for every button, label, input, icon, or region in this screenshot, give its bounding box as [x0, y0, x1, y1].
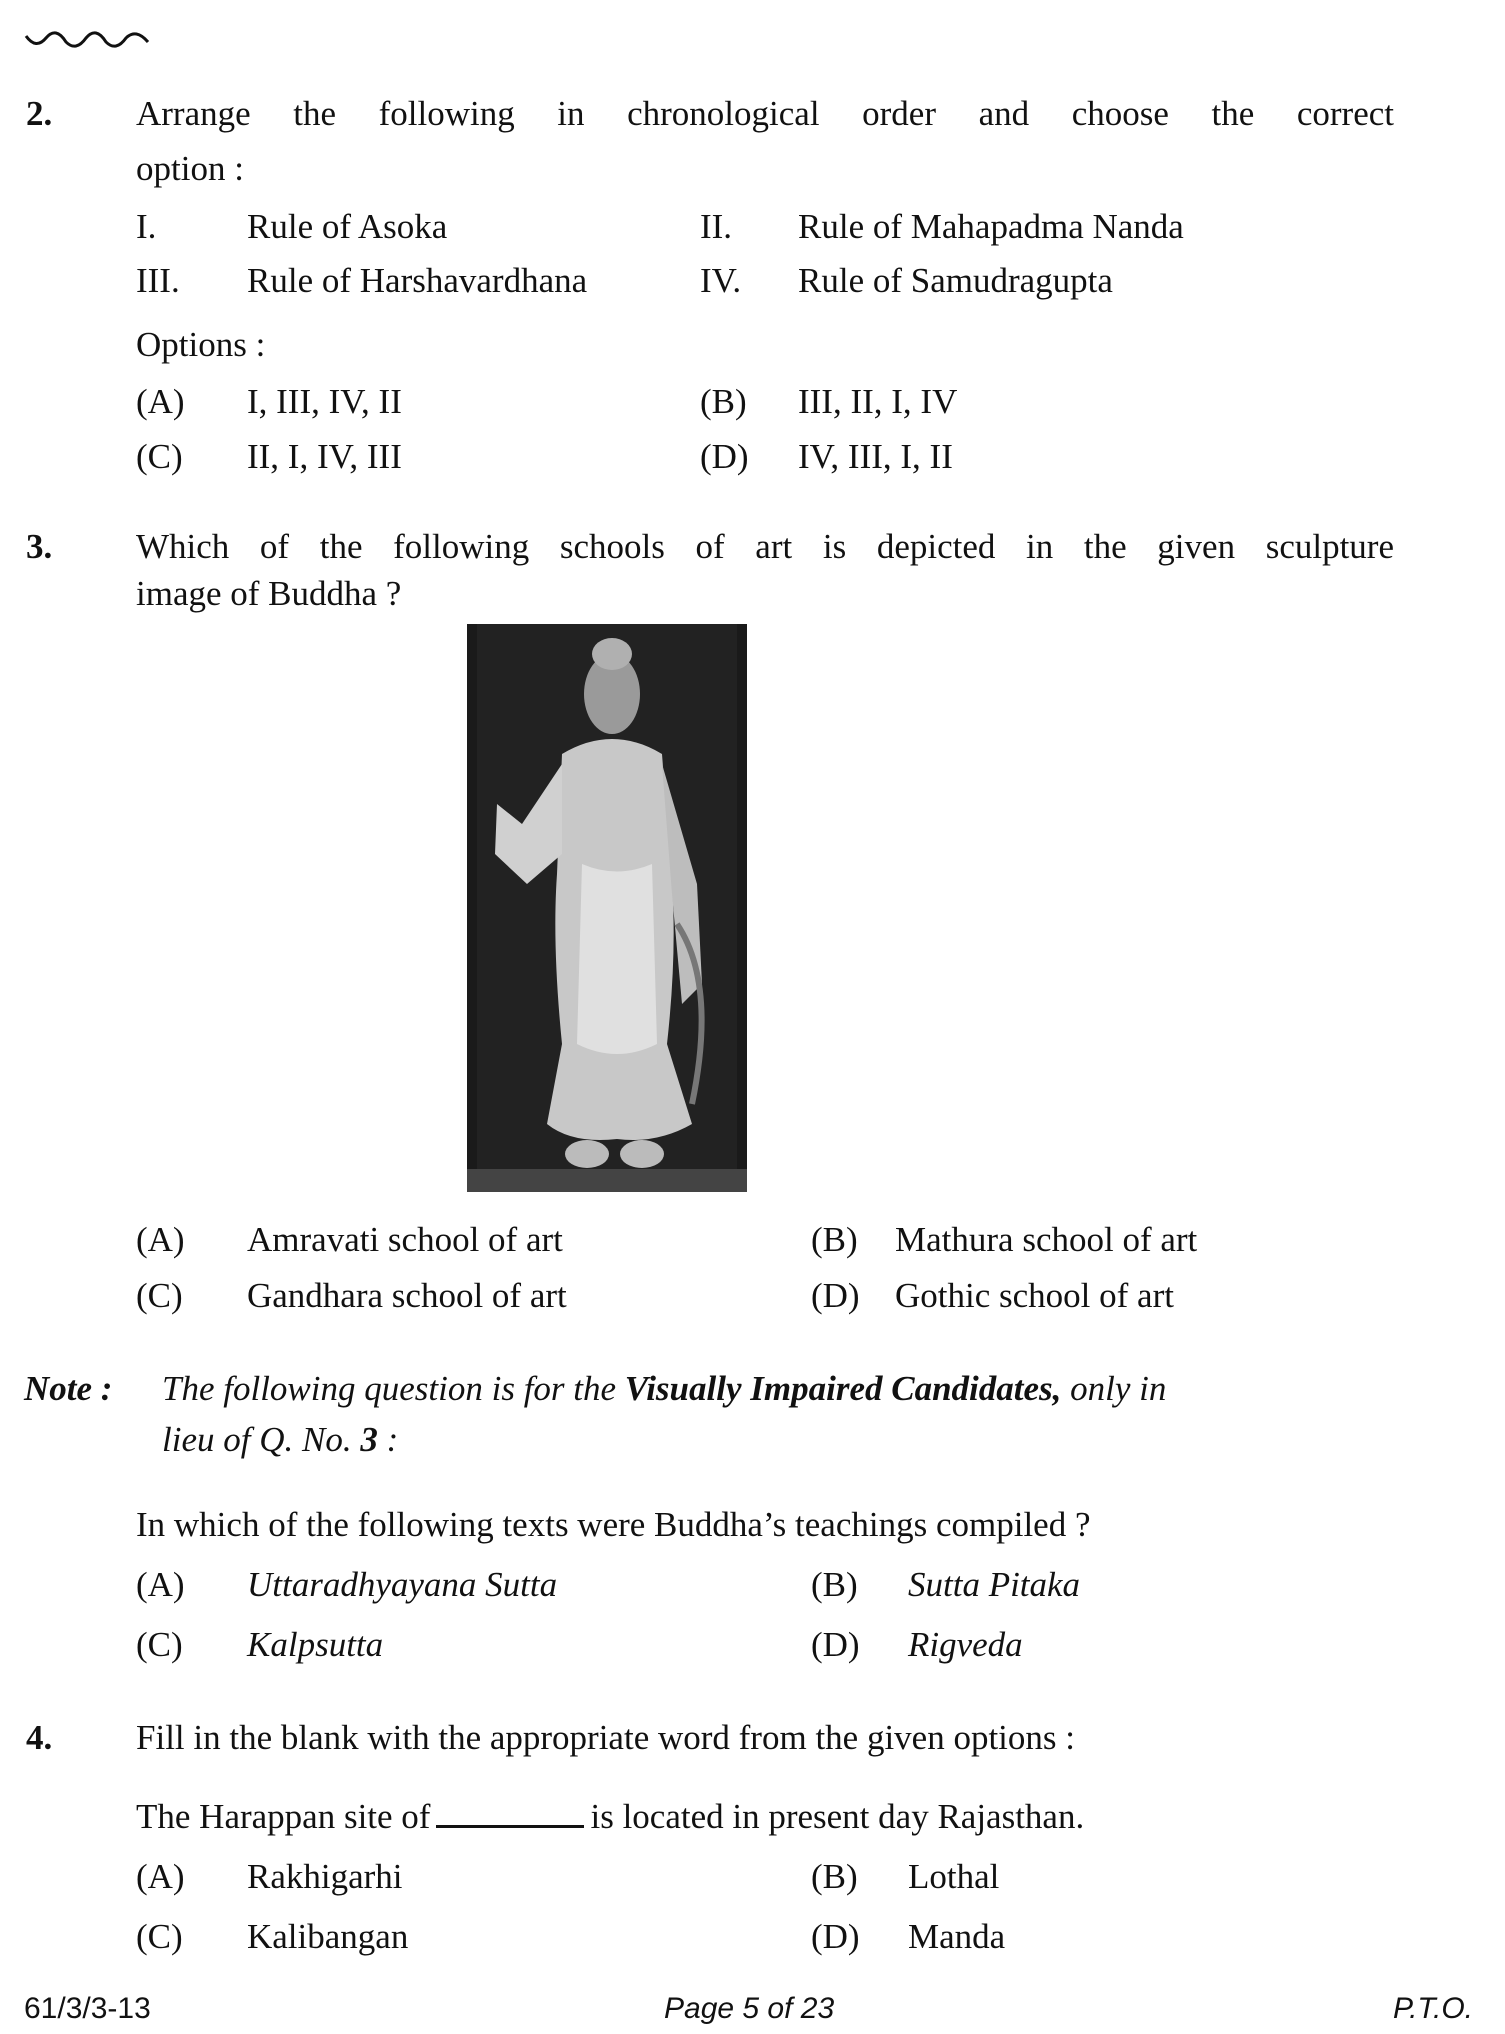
- item-label: III.: [136, 261, 180, 300]
- option-label: (D): [811, 1276, 860, 1315]
- option-label: (C): [136, 1276, 183, 1315]
- item-label: I.: [136, 207, 157, 246]
- option-label: (A): [136, 1565, 185, 1604]
- option-b[interactable]: Mathura school of art: [895, 1220, 1198, 1259]
- option-d[interactable]: Manda: [908, 1917, 1006, 1956]
- option-label: (D): [811, 1917, 860, 1956]
- option-d[interactable]: Gothic school of art: [895, 1276, 1174, 1315]
- option-label: (B): [811, 1565, 858, 1604]
- option-c[interactable]: II, I, IV, III: [247, 437, 402, 476]
- question-number: 4.: [26, 1718, 53, 1757]
- note-text-part: lieu of Q. No.: [162, 1420, 361, 1459]
- item-text: Rule of Asoka: [247, 207, 448, 246]
- note-text-part: The following question is for the: [162, 1369, 625, 1408]
- pto-label: P.T.O.: [1392, 1992, 1473, 2025]
- item-label: IV.: [700, 261, 742, 300]
- item-text: Rule of Mahapadma Nanda: [798, 207, 1184, 246]
- option-d[interactable]: IV, III, I, II: [798, 437, 953, 476]
- item-text: Rule of Samudragupta: [798, 261, 1113, 300]
- option-d[interactable]: Rigveda: [908, 1625, 1023, 1664]
- item-label: II.: [700, 207, 733, 246]
- note-label: Note :: [24, 1369, 113, 1408]
- option-label: (D): [700, 437, 749, 476]
- wave-mark-icon: [24, 28, 154, 52]
- buddha-sculpture-image: [467, 624, 747, 1192]
- option-label: (B): [700, 382, 747, 421]
- option-a[interactable]: Rakhigarhi: [247, 1857, 403, 1896]
- option-label: (C): [136, 437, 183, 476]
- option-label: (A): [136, 382, 185, 421]
- option-label: (C): [136, 1917, 183, 1956]
- option-a[interactable]: Uttaradhyayana Sutta: [247, 1565, 558, 1604]
- option-label: (C): [136, 1625, 183, 1664]
- option-b[interactable]: Sutta Pitaka: [908, 1565, 1081, 1604]
- question-text: Fill in the blank with the appropriate word from the given options :: [136, 1718, 1076, 1757]
- option-label: (B): [811, 1220, 858, 1259]
- option-b[interactable]: III, II, I, IV: [798, 382, 958, 421]
- option-label: (A): [136, 1220, 185, 1259]
- option-b[interactable]: Lothal: [908, 1857, 1000, 1896]
- option-label: (A): [136, 1857, 185, 1896]
- question-text: Which of the following schools of art is depicted in the given sculpture: [136, 527, 1394, 566]
- question-number: 3.: [26, 527, 53, 566]
- option-c[interactable]: Gandhara school of art: [247, 1276, 567, 1315]
- paper-code: 61/3/3-13: [24, 1992, 151, 2025]
- question-text-cont: option :: [136, 149, 244, 188]
- note-emphasis: Visually Impaired Candidates,: [624, 1369, 1062, 1408]
- blank-line: [436, 1795, 584, 1828]
- option-label: (D): [811, 1625, 860, 1664]
- fill-blank-sentence: [136, 1795, 1084, 1839]
- sentence-part: The Harappan site of: [136, 1797, 431, 1836]
- note-text-cont: [162, 1418, 398, 1462]
- option-label: (B): [811, 1857, 858, 1896]
- page-number: Page 5 of 23: [664, 1992, 835, 2025]
- option-a[interactable]: Amravati school of art: [247, 1220, 563, 1259]
- question-text: In which of the following texts were Buddha’s teachings compiled ?: [136, 1505, 1091, 1544]
- note-text: [162, 1367, 1166, 1411]
- option-a[interactable]: I, III, IV, II: [247, 382, 402, 421]
- note-text-part: only in: [1061, 1369, 1167, 1408]
- option-c[interactable]: Kalpsutta: [247, 1625, 384, 1664]
- options-heading: Options :: [136, 325, 266, 364]
- item-text: Rule of Harshavardhana: [247, 261, 588, 300]
- sentence-part: is located in present day Rajasthan.: [590, 1797, 1085, 1836]
- option-c[interactable]: Kalibangan: [247, 1917, 409, 1956]
- note-text-part: :: [377, 1420, 399, 1459]
- question-text: Arrange the following in chronological order and choose the correct: [136, 94, 1394, 133]
- question-number: 2.: [26, 94, 53, 133]
- question-text-cont: image of Buddha ?: [136, 574, 402, 613]
- note-emphasis: 3: [360, 1420, 378, 1459]
